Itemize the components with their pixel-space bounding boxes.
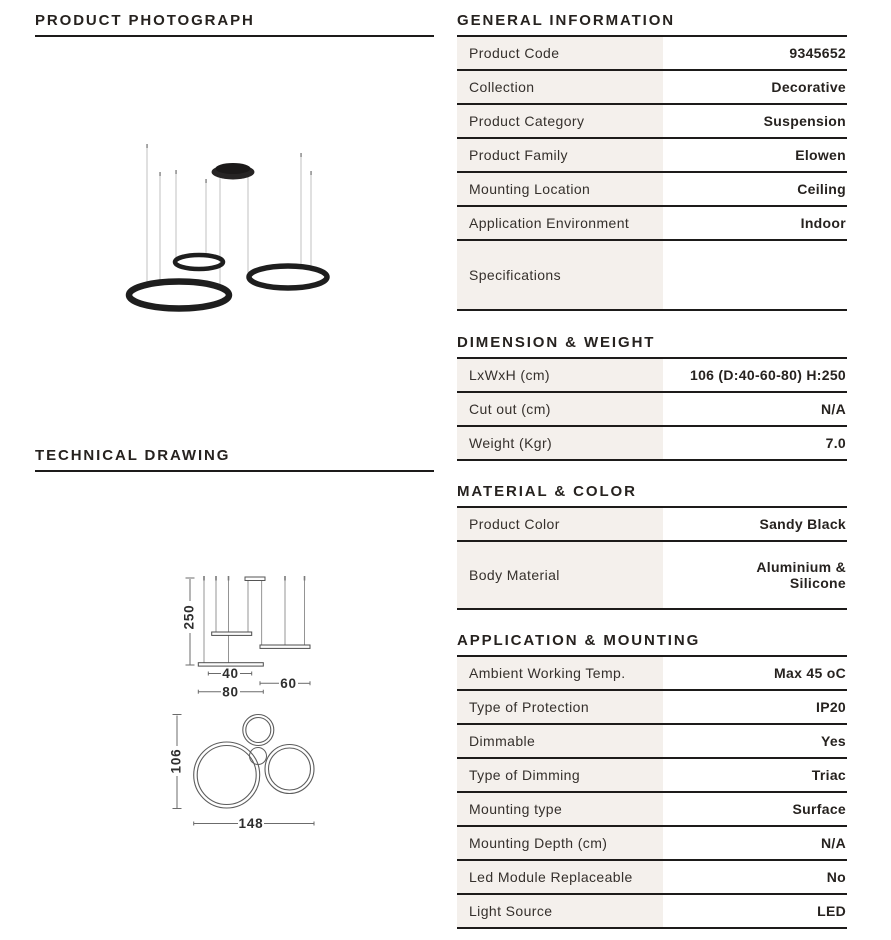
spec-label: Weight (Kgr): [457, 427, 663, 459]
application-mounting-table: [457, 657, 847, 929]
spec-value: Indoor: [800, 215, 846, 231]
spec-label: Cut out (cm): [457, 393, 663, 425]
section-material-color: [457, 483, 847, 610]
spec-row-product-code: [457, 37, 847, 71]
product-photograph-heading: PRODUCT PHOTOGRAPH: [35, 12, 434, 37]
technical-drawing-heading: TECHNICAL DRAWING: [35, 447, 434, 472]
dimension-weight-table: [457, 359, 847, 461]
spec-row-dimmable: [457, 725, 847, 759]
canopy-side: [245, 577, 265, 581]
spec-value: N/A: [820, 401, 846, 417]
spec-row-weight: [457, 427, 847, 461]
side-wires: [204, 580, 305, 663]
section-title: GENERAL INFORMATION: [457, 12, 847, 37]
section-title: DIMENSION & WEIGHT: [457, 334, 847, 359]
ring-80-label: 80: [222, 684, 239, 700]
spec-value: Suspension: [763, 113, 846, 129]
ring-40-label: 40: [222, 666, 239, 681]
spec-row-ambient-working-temp: [457, 657, 847, 691]
canopy-plan: [250, 748, 267, 765]
spec-row-product-category: [457, 105, 847, 139]
spec-row-type-of-protection: [457, 691, 847, 725]
spec-value: Aluminium & Silicone: [756, 559, 846, 591]
left-column: [35, 0, 434, 940]
spec-label: Product Code: [457, 37, 663, 69]
ring-profiles: [198, 632, 310, 666]
section-title: MATERIAL & COLOR: [457, 483, 847, 508]
spec-value: Decorative: [771, 79, 846, 95]
spec-row-mounting-depth: [457, 827, 847, 861]
spec-row-led-module-replaceable: [457, 861, 847, 895]
ring-60-label: 60: [280, 676, 297, 691]
spec-label: Ambient Working Temp.: [457, 657, 663, 689]
spec-label: Mounting type: [457, 793, 663, 825]
product-photo: [35, 38, 434, 438]
spec-value: Surface: [792, 801, 846, 817]
height-250-label: 250: [181, 604, 197, 630]
spec-row-specifications: [457, 241, 847, 311]
side-view: [182, 576, 310, 700]
spec-label: Dimmable: [457, 725, 663, 757]
pendant-ring-large: [129, 282, 229, 309]
section-general-information: [457, 12, 847, 311]
spec-value: 9345652: [789, 45, 846, 61]
pendant-ring-medium: [249, 266, 327, 288]
spec-label: Specifications: [457, 241, 663, 309]
spec-row-mounting-location: [457, 173, 847, 207]
spec-row-body-material: [457, 542, 847, 610]
spec-row-application-environment: [457, 207, 847, 241]
spec-value: Ceiling: [797, 181, 846, 197]
section-dimension-weight: [457, 334, 847, 461]
spec-row-collection: [457, 71, 847, 105]
spec-value: N/A: [820, 835, 846, 851]
spec-value: Triac: [811, 767, 846, 783]
spec-value: 7.0: [825, 435, 846, 451]
spec-row-cut-out: [457, 393, 847, 427]
section-title: APPLICATION & MOUNTING: [457, 632, 847, 657]
spec-label: Collection: [457, 71, 663, 103]
spec-label: Led Module Replaceable: [457, 861, 663, 893]
pendant-ring-small: [175, 255, 223, 269]
spec-label: Product Category: [457, 105, 663, 137]
spec-label: Mounting Location: [457, 173, 663, 205]
spec-value: Elowen: [795, 147, 846, 163]
spec-value: 106 (D:40-60-80) H:250: [689, 367, 846, 383]
spec-row-product-family: [457, 139, 847, 173]
spec-row-type-of-dimming: [457, 759, 847, 793]
spec-row-mounting-type: [457, 793, 847, 827]
spec-value: Yes: [820, 733, 846, 749]
spec-label: Product Family: [457, 139, 663, 171]
spec-value: IP20: [816, 699, 846, 715]
spec-label: Type of Dimming: [457, 759, 663, 791]
spec-label: Light Source: [457, 895, 663, 927]
technical-drawing: [35, 471, 434, 940]
plan-view: [169, 715, 314, 832]
material-color-table: [457, 508, 847, 610]
general-information-table: [457, 37, 847, 311]
section-application-mounting: [457, 632, 847, 929]
plan-106-label: 106: [168, 748, 184, 774]
spec-row-lxwxh: [457, 359, 847, 393]
spec-label: Body Material: [457, 542, 663, 608]
spec-value: No: [826, 869, 846, 885]
spec-value: LED: [817, 903, 846, 919]
spec-label: Application Environment: [457, 207, 663, 239]
plan-148-label: 148: [238, 816, 264, 831]
spec-value: Sandy Black: [759, 516, 846, 532]
spec-label: Type of Protection: [457, 691, 663, 723]
spec-row-product-color: [457, 508, 847, 542]
plan-rings: [194, 715, 314, 809]
pendant-canopy: [212, 163, 255, 180]
spec-label: Product Color: [457, 508, 663, 540]
right-column: [457, 0, 847, 929]
spec-label: Mounting Depth (cm): [457, 827, 663, 859]
spec-label: LxWxH (cm): [457, 359, 663, 391]
spec-value: Max 45 oC: [774, 665, 846, 681]
spec-row-light-source: [457, 895, 847, 929]
